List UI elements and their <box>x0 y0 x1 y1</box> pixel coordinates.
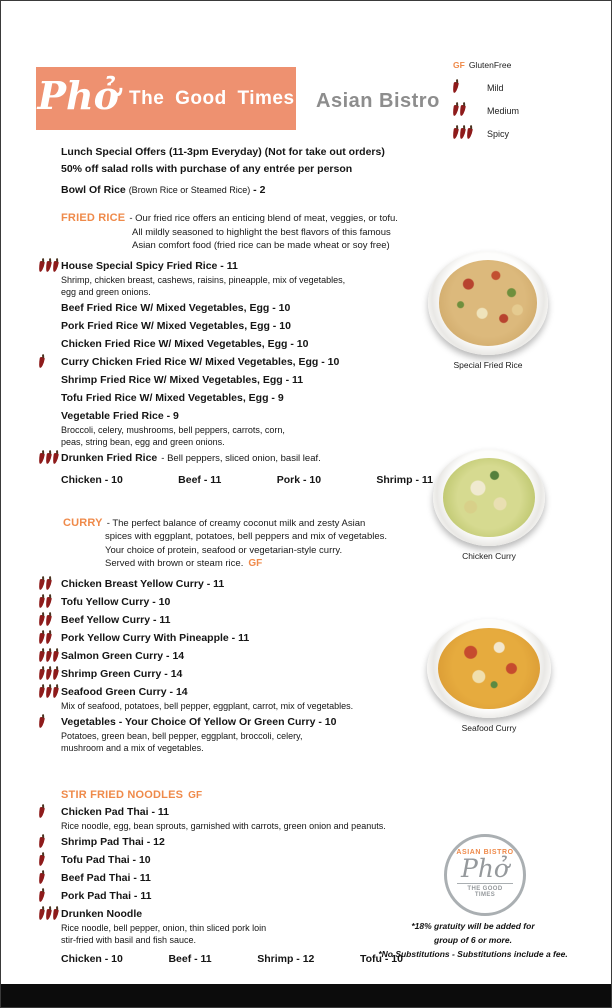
chili-icon <box>45 686 52 698</box>
menu-item-name: Pork Pad Thai - 11 <box>61 890 152 902</box>
price-option: Pork - 10 <box>276 473 322 486</box>
price-option: Beef - 11 <box>168 953 212 965</box>
chili-icon <box>452 128 459 140</box>
menu-content <box>39 144 443 967</box>
chili-icon <box>45 260 52 272</box>
menu-item-text <box>61 805 443 832</box>
legend-glutenfree-row <box>453 53 519 76</box>
chili-icon <box>38 614 45 626</box>
spice-indicator <box>39 907 61 946</box>
photo-seafood-curry <box>427 619 551 733</box>
spice-indicator <box>39 649 61 664</box>
menu-item <box>39 595 443 610</box>
menu-item <box>39 259 443 298</box>
price-option: Chicken - 10 <box>61 953 123 965</box>
legend-level-label: Medium <box>487 105 520 116</box>
legend-levels <box>453 76 519 145</box>
bowl-of-rice-item <box>39 182 443 199</box>
chili-icon <box>52 668 59 680</box>
menu-item <box>39 871 443 886</box>
chili-icons <box>39 579 53 590</box>
spice-indicator <box>39 259 61 298</box>
section-title: CURRY <box>63 516 103 529</box>
section-header <box>39 212 443 226</box>
menu-item-text <box>61 715 443 754</box>
menu-item-text <box>61 355 443 370</box>
spice-indicator <box>39 595 61 610</box>
menu-item <box>39 409 443 448</box>
seafood-curry-food-illustration <box>438 628 540 709</box>
chili-icons <box>39 909 60 920</box>
lunch-special-line: Lunch Special Offers (11-3pm Everyday) (Not for take out orders) <box>61 146 385 158</box>
chili-icon <box>452 105 459 117</box>
menu-item-inline-desc: - Bell peppers, sliced onion, basil leaf. <box>161 452 321 464</box>
chili-icons <box>453 82 460 93</box>
footer-notes <box>353 919 593 961</box>
section-description-text: Asian comfort food (fried rice can be made wheat or soy free) <box>132 240 390 251</box>
chili-icon <box>38 668 45 680</box>
section-description-line <box>39 530 443 544</box>
spice-legend <box>453 53 519 145</box>
menu-item-name: Shrimp Green Curry - 14 <box>61 667 183 680</box>
menu-item-text <box>61 409 443 448</box>
menu-item-text <box>61 853 443 868</box>
menu-item <box>39 613 443 628</box>
spice-indicator <box>39 301 61 316</box>
chili-icon <box>45 909 52 921</box>
spice-indicator <box>39 853 61 868</box>
chili-icons <box>39 717 46 728</box>
price-option: Tofu - 10 <box>359 953 403 965</box>
spice-indicator <box>39 319 61 334</box>
menu-item-text <box>61 577 443 592</box>
menu-item <box>39 805 443 832</box>
menu-item <box>39 577 443 592</box>
chili-icon <box>38 632 45 644</box>
legend-chili-box <box>453 105 475 116</box>
section-header <box>39 789 443 803</box>
menu-item-text <box>61 337 443 352</box>
menu-item-name: Tofu Yellow Curry - 10 <box>61 595 171 608</box>
menu-item <box>39 391 443 406</box>
chili-icons <box>39 891 46 902</box>
chili-icons <box>39 261 60 272</box>
menu-item-name: Shrimp Pad Thai - 12 <box>61 836 165 848</box>
chili-icons <box>39 633 53 644</box>
chili-icons <box>39 357 46 368</box>
section-description-line <box>39 544 443 558</box>
chili-icon <box>38 452 45 464</box>
menu-item-name: Shrimp Fried Rice W/ Mixed Vegetables, Egg - 11 <box>61 373 304 386</box>
menu-item <box>39 631 443 646</box>
menu-item-name: Beef Pad Thai - 11 <box>61 872 151 884</box>
chili-icon <box>38 909 45 921</box>
protein-price-row <box>39 473 433 488</box>
chili-icon <box>45 614 52 626</box>
menu-item-text <box>61 451 443 466</box>
menu-section <box>39 517 443 754</box>
logo-script-text: Phở <box>37 73 120 118</box>
chili-icon <box>38 686 45 698</box>
gratuity-note-line2: group of 6 or more. <box>434 935 512 945</box>
menu-item-text <box>61 871 443 886</box>
menu-item-text <box>61 889 443 904</box>
chili-icons <box>39 687 60 698</box>
chili-icons <box>39 669 60 680</box>
section-title: FRIED RICE <box>61 212 126 224</box>
stamp-bottom-text: THE GOOD TIMES <box>457 883 513 898</box>
menu-item-name: Pork Yellow Curry With Pineapple - 11 <box>61 631 250 644</box>
menu-item-description: stir-fried with basil and fish sauce. <box>61 935 197 945</box>
protein-price-row <box>39 952 403 967</box>
menu-item-name: Drunken Fried Rice <box>61 451 158 464</box>
menu-item-name: Curry Chicken Fried Rice W/ Mixed Vegetables, Egg - 10 <box>61 355 340 368</box>
menu-sections <box>39 212 443 967</box>
menu-item <box>39 685 443 712</box>
chili-icon <box>459 105 466 117</box>
restaurant-logo-banner <box>36 67 296 130</box>
menu-item-name: Tofu Pad Thai - 10 <box>61 854 151 866</box>
section-description-text: spices with eggplant, potatoes, bell peppers and mix of vegetables. <box>105 531 388 542</box>
legend-level-label: Spicy <box>487 128 510 139</box>
menu-item <box>39 373 443 388</box>
legend-level <box>453 122 519 145</box>
substitutions-note: *No Substitutions - Substitutions include a fee. <box>378 949 568 959</box>
menu-item <box>39 667 443 682</box>
chicken-curry-food-illustration <box>443 458 535 538</box>
chili-icon <box>45 596 52 608</box>
menu-item-name: Seafood Green Curry - 14 <box>61 685 188 698</box>
menu-item-text <box>61 667 443 682</box>
menu-item-text <box>61 373 443 388</box>
menu-item <box>39 355 443 370</box>
section-description-line <box>39 557 443 571</box>
price-option: Beef - 11 <box>178 473 222 486</box>
spice-indicator <box>39 805 61 832</box>
fried-rice-dish-image <box>428 251 548 355</box>
menu-item <box>39 451 443 466</box>
menu-item-text <box>61 613 443 628</box>
menu-item-name: Beef Fried Rice W/ Mixed Vegetables, Egg - 10 <box>61 301 291 314</box>
menu-item-text <box>61 301 443 316</box>
menu-item-description: Rice noodle, egg, bean sprouts, garnished with carrots, green onion and peanuts. <box>61 821 386 831</box>
legend-chili-box <box>453 82 475 93</box>
chili-icons <box>39 855 46 866</box>
stamp-top-text: ASIAN BISTRO <box>456 849 514 856</box>
chili-icon <box>38 356 45 368</box>
fried-rice-food-illustration <box>439 260 537 345</box>
menu-item <box>39 301 443 316</box>
gluten-free-tag: GF <box>248 558 263 569</box>
spice-indicator <box>39 391 61 406</box>
section-description-text: All mildly seasoned to highlight the best flavors of this famous <box>132 226 391 238</box>
chili-icons <box>39 615 53 626</box>
chili-icons <box>39 651 60 662</box>
chili-icon <box>452 82 459 94</box>
salad-offer-line: 50% off salad rolls with purchase of any entrée per person <box>61 163 353 175</box>
menu-item-description: Shrimp, chicken breast, cashews, raisins, pineapple, mix of vegetables, <box>61 274 346 285</box>
legend-level-label: Mild <box>487 82 504 93</box>
menu-item-name: Beef Yellow Curry - 11 <box>61 613 171 626</box>
chili-icon <box>52 260 59 272</box>
menu-item-text <box>61 631 443 646</box>
menu-item-description: Potatoes, green bean, bell pepper, eggplant, broccoli, celery, <box>61 730 303 741</box>
menu-item-name: Pork Fried Rice W/ Mixed Vegetables, Egg - 10 <box>61 319 291 332</box>
spice-indicator <box>39 631 61 646</box>
menu-item-text <box>61 319 443 334</box>
menu-item <box>39 889 443 904</box>
photo-chicken-curry <box>433 449 545 561</box>
section-title: STIR FRIED NOODLES <box>61 788 184 801</box>
spice-indicator <box>39 685 61 712</box>
menu-item-name: Chicken Breast Yellow Curry - 11 <box>61 577 225 590</box>
menu-item-name: Tofu Fried Rice W/ Mixed Vegetables, Egg - 9 <box>61 391 284 404</box>
section-description: - Our fried rice offers an enticing blend of meat, veggies, or tofu. <box>129 213 398 224</box>
section-description-line <box>39 226 443 240</box>
chili-icon <box>38 873 45 885</box>
section-description-line <box>39 239 443 253</box>
menu-section <box>39 212 443 488</box>
spice-indicator <box>39 667 61 682</box>
photo-caption-fried-rice: Special Fried Rice <box>453 360 523 370</box>
chili-icons <box>39 807 46 818</box>
menu-item-description: egg and green onions. <box>61 286 151 297</box>
price-option: Shrimp - 11 <box>376 473 433 486</box>
section-description: - The perfect balance of creamy coconut milk and zesty Asian <box>106 517 366 529</box>
photo-special-fried-rice <box>428 251 548 370</box>
gluten-free-tag: GF <box>188 789 203 801</box>
menu-item-description: Mix of seafood, potatoes, bell pepper, eggplant, carrot, mix of vegetables. <box>61 700 354 711</box>
chili-icon <box>52 686 59 698</box>
chicken-curry-dish-image <box>433 449 545 546</box>
menu-item-text <box>61 685 443 712</box>
spice-indicator <box>39 409 61 448</box>
chili-icons <box>453 105 467 116</box>
menu-item-text <box>61 835 443 850</box>
chili-icon <box>466 128 473 140</box>
chili-icon <box>38 855 45 867</box>
chili-icon <box>45 452 52 464</box>
menu-item-text <box>61 259 443 298</box>
spice-indicator <box>39 715 61 754</box>
chili-icon <box>38 837 45 849</box>
menu-item <box>39 337 443 352</box>
legend-chili-box <box>453 128 475 139</box>
price-option: Shrimp - 12 <box>257 953 315 965</box>
spice-indicator <box>39 577 61 592</box>
menu-item-description: mushroom and a mix of vegetables. <box>61 742 204 753</box>
legend-level <box>453 99 519 122</box>
photo-caption-chicken-curry: Chicken Curry <box>462 551 516 561</box>
menu-item <box>39 649 443 664</box>
spice-indicator <box>39 613 61 628</box>
chili-icon <box>459 128 466 140</box>
legend-level <box>453 76 519 99</box>
restaurant-subtitle: Asian Bistro <box>316 90 440 112</box>
chili-icon <box>45 668 52 680</box>
chili-icon <box>38 891 45 903</box>
photo-caption-seafood-curry: Seafood Curry <box>461 723 517 733</box>
chili-icon <box>52 650 59 662</box>
stamp-script-text: Phở <box>461 854 509 883</box>
menu-item-text <box>61 391 443 406</box>
spice-indicator <box>39 871 61 886</box>
spice-indicator <box>39 451 61 466</box>
menu-item <box>39 319 443 334</box>
bottom-bar <box>1 984 611 1007</box>
menu-item-name: Drunken Noodle <box>61 908 143 920</box>
chili-icon <box>45 632 52 644</box>
menu-item-name: Vegetable Fried Rice - 9 <box>61 409 179 422</box>
restaurant-stamp-logo <box>444 834 526 916</box>
chili-icon <box>52 452 59 464</box>
menu-item-name: Chicken Fried Rice W/ Mixed Vegetables, Egg - 10 <box>61 337 309 350</box>
section-description-text: Your choice of protein, seafood or vegetarian-style curry. <box>105 544 343 556</box>
price-option: Chicken - 10 <box>61 473 123 486</box>
menu-item-name: Chicken Pad Thai - 11 <box>61 806 169 818</box>
chili-icon <box>38 650 45 662</box>
chili-icon <box>38 596 45 608</box>
gratuity-note-line1: *18% gratuity will be added for <box>411 921 535 931</box>
chili-icons <box>39 597 53 608</box>
menu-item-description: peas, string bean, egg and green onions. <box>61 436 225 447</box>
spice-indicator <box>39 355 61 370</box>
menu-item-text <box>61 595 443 610</box>
spice-indicator <box>39 889 61 904</box>
menu-item-text <box>61 649 443 664</box>
bowl-of-rice-note: (Brown Rice or Steamed Rice) <box>128 185 251 195</box>
chili-icons <box>39 453 60 464</box>
chili-icons <box>39 837 46 848</box>
spice-indicator <box>39 373 61 388</box>
chili-icon <box>45 650 52 662</box>
menu-item-description: Rice noodle, bell pepper, onion, thin sliced pork loin <box>61 923 267 933</box>
section-description-text: Served with brown or steam rice. <box>105 558 244 569</box>
menu-item-name: Vegetables - Your Choice Of Yellow Or Green Curry - 10 <box>61 715 337 728</box>
logo-name-text: The Good Times <box>129 87 295 109</box>
menu-item <box>39 853 443 868</box>
chili-icon <box>45 578 52 590</box>
menu-item-description: Broccoli, celery, mushrooms, bell peppers, carrots, corn, <box>61 424 285 435</box>
gluten-free-label: GlutenFree <box>468 59 512 70</box>
chili-icon <box>38 578 45 590</box>
menu-item-name: House Special Spicy Fried Rice - 11 <box>61 259 238 272</box>
spice-indicator <box>39 835 61 850</box>
menu-item <box>39 715 443 754</box>
seafood-curry-dish-image <box>427 619 551 718</box>
chili-icons <box>453 128 474 139</box>
chili-icon <box>38 807 45 819</box>
chili-icon <box>38 260 45 272</box>
chili-icon <box>38 716 45 728</box>
menu-item-name: Salmon Green Curry - 14 <box>61 649 185 662</box>
bowl-of-rice-name: Bowl Of Rice <box>61 184 126 196</box>
menu-item <box>39 835 443 850</box>
chili-icons <box>39 873 46 884</box>
bowl-of-rice-price: - 2 <box>253 184 266 196</box>
gluten-free-abbr: GF <box>453 59 465 70</box>
spice-indicator <box>39 337 61 352</box>
section-header <box>39 517 443 531</box>
chili-icon <box>52 909 59 921</box>
